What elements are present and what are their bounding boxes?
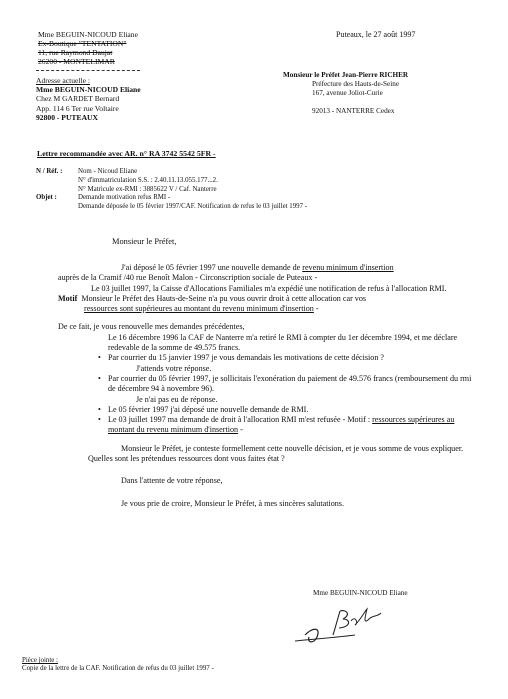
paragraph-3: Motif Monsieur le Préfet des Hauts-de-Seine n'a pu vous ouvrir droit à cette allocation car vos ressources sont supérieures au montant du revenu minimum d'insertion - bbox=[58, 293, 367, 314]
current-address-apt: App. 114 6 Ter rue Voltaire bbox=[36, 103, 119, 113]
paragraph-4: De ce fait, je vous renouvelle mes demandes précédentes, bbox=[58, 322, 245, 332]
signature-name: Mme BEGUIN-NICOUD Eliane bbox=[313, 589, 408, 597]
current-address-block bbox=[36, 76, 141, 122]
current-address-city: 92800 - PUTEAUX bbox=[36, 112, 99, 122]
bullet-sub: Je n'ai pas eu de réponse. bbox=[136, 394, 218, 404]
attachment-label: Pièce jointe : bbox=[22, 657, 58, 664]
object-label: Objet : bbox=[36, 194, 57, 202]
attachment-block bbox=[22, 657, 214, 673]
paragraph-5: Le 16 décembre 1996 la CAF de Nanterre m'a retiré le RMI à compter du 1er décembre 1994, et me déclare redevable de la somme de 49.575 francs. bbox=[108, 332, 458, 353]
recipient-org: Préfecture des Hauts-de-Seine bbox=[312, 80, 400, 89]
recipient-name: Monsieur le Préfet Jean-Pierre RICHER bbox=[283, 71, 409, 79]
bullet-sub: J'attends votre réponse. bbox=[136, 363, 212, 373]
object-line-1: Demande motivation refus RMI - bbox=[78, 194, 171, 202]
current-address-name: Mme BEGUIN-NICOUD Eliane bbox=[36, 85, 141, 95]
letter-date: Puteaux, le 27 août 1997 bbox=[336, 30, 416, 39]
paragraph-8: Je vous prie de croire, Monsieur le Préfet, à mes sincères salutations. bbox=[121, 498, 344, 508]
paragraph-6: Monsieur le Préfet, je conteste formellement cette nouvelle décision, et je vous somme de vous expliquer. Quelles sont les prétendues ressources dont vous faites état ? bbox=[88, 443, 464, 464]
recipient-block bbox=[283, 71, 408, 116]
ref-label: N / Réf. : bbox=[36, 168, 63, 175]
recipient-street: 167, avenue Joliot-Curie bbox=[312, 89, 383, 98]
ref-name: Nom - Nicoud Eliane bbox=[78, 168, 138, 175]
paragraph-7: Dans l'attente de votre réponse, bbox=[121, 476, 223, 486]
bullet-item: • Par courrier du 15 janvier 1997 je vous demandais les motivations de cette décision ? bbox=[88, 353, 478, 363]
letter-body bbox=[58, 263, 478, 509]
sender-name: Mme BEGUIN-NICOUD Eliane bbox=[38, 30, 138, 39]
sender-street: 11, rue Raymond Daujat bbox=[38, 48, 113, 57]
object-line-2: Demande déposée le 05 février 1997/CAF. Notification de refus le 03 juillet 1997 - bbox=[78, 203, 308, 211]
sender-city: 26200 - MONTELIMAR bbox=[38, 57, 115, 66]
attachment-text: Copie de la lettre de la CAF. Notification de refus du 03 juillet 1997 - bbox=[22, 665, 214, 673]
paragraph-1: J'ai déposé le 05 février 1997 une nouvelle demande de revenu minimum d'insertion bbox=[121, 263, 394, 272]
handwritten-signature bbox=[285, 597, 405, 649]
current-address-care-of: Chez M GARDET Bernard bbox=[36, 94, 120, 104]
ref-ss-number: N° d'immatriculation S.S. : 2.40.11.13.055.177...2. bbox=[78, 176, 218, 184]
paragraph-2: Le 03 juillet 1997, la Caisse d'Allocations Familiales m'a expédié une notification de refus à l'allocation RMI. bbox=[91, 283, 447, 293]
recipient-city: 92013 - NANTERRE Cedex bbox=[312, 106, 395, 115]
ref-matricule: N° Matricule ex-RMI : 3885622 V / Caf. Nanterre bbox=[78, 185, 217, 193]
sender-block bbox=[38, 30, 138, 66]
paragraph-1-cont: auprès de la Cramif /40 rue Benoît Malon - Circonscription sociale de Puteaux - bbox=[58, 273, 318, 283]
bullet-item: • Le 05 février 1997 j'ai déposé une nouvelle demande de RMI. bbox=[88, 405, 478, 415]
references-block bbox=[36, 168, 307, 212]
registered-letter-line: Lettre recommandée avec AR. n° RA 3742 5542 5FR - bbox=[37, 149, 216, 158]
sender-shop: Ex-Boutique "TENTATION" bbox=[38, 39, 127, 48]
bullet-item: • Par courrier du 05 février 1997, je sollicitais l'exonération du paiement de 49.576 francs (remboursement du rmi de décembre 94 à novembre 96). bbox=[88, 374, 478, 395]
current-address-label: Adresse actuelle : bbox=[36, 76, 90, 85]
bullet-item: • Le 03 juillet 1997 ma demande de droit à l'allocation RMI m'est refusée - Motif : ressources supérieures au montant du revenu minimum d'insertion - bbox=[88, 415, 478, 436]
salutation: Monsieur le Préfet, bbox=[112, 237, 177, 246]
address-divider bbox=[36, 70, 140, 71]
